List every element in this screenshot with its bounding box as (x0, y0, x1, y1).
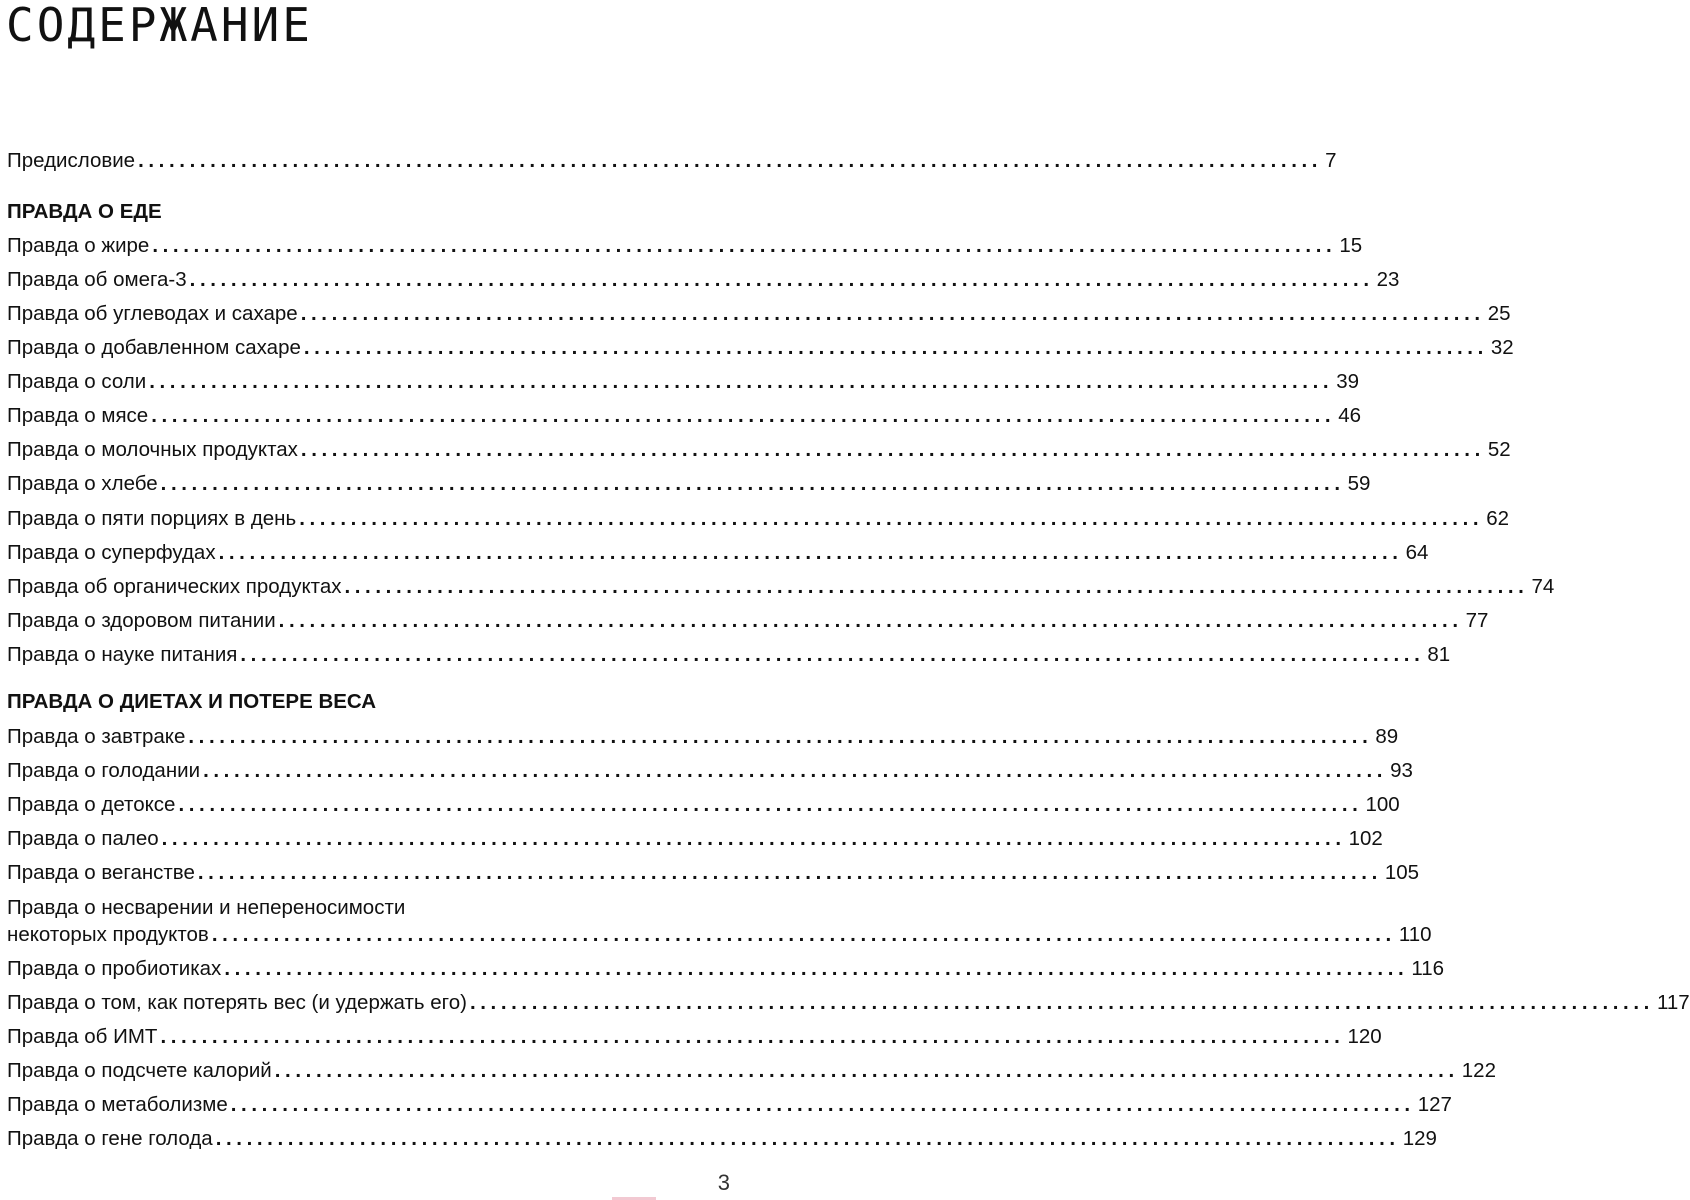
leader-dots: ................................................................................................................... (230, 1093, 1415, 1116)
toc-entry (7, 956, 1444, 982)
leader-dots: ................................................................................................................... (149, 370, 1334, 393)
toc-entry (7, 267, 1400, 293)
leader-dots: ................................................................................................................... (161, 827, 1346, 850)
toc-entry-page: 110 (1398, 923, 1432, 946)
toc-entry-page: 129 (1402, 1127, 1437, 1150)
page-number: 3 (717, 1170, 730, 1195)
toc-entry-page: 7 (1325, 149, 1337, 172)
toc-entry (7, 1058, 1496, 1084)
toc-entry-title: Правда о пробиотиках (7, 957, 222, 980)
toc-entry-page: 52 (1487, 438, 1511, 461)
toc-entry (7, 506, 1509, 532)
toc-entry (7, 1024, 1382, 1050)
toc-entry (7, 758, 1413, 784)
leader-dots: ................................................................................................................... (178, 793, 1363, 816)
section-heading: ПРАВДА О ЕДЕ (7, 200, 162, 223)
toc-entry (7, 301, 1511, 327)
toc-entry-title: Правда о добавленном сахаре (7, 336, 301, 359)
toc-entry-title: Правда о гене голода (7, 1127, 213, 1150)
toc-entry-page: 89 (1375, 725, 1399, 748)
toc-entry (7, 540, 1429, 566)
toc-entry-page: 105 (1384, 861, 1420, 884)
leader-dots: ................................................................................................................... (152, 234, 1337, 257)
leader-dots: ................................................................................................................... (189, 268, 1374, 291)
toc-entry-title: Правда о завтраке (7, 725, 186, 748)
toc-entry (7, 574, 1555, 600)
toc-entry (7, 990, 1690, 1016)
toc-entry-title: Правда об омега-3 (7, 268, 187, 291)
toc-entry (7, 403, 1362, 429)
toc-entry (7, 1092, 1452, 1118)
leader-dots: ................................................................................................................... (211, 923, 1396, 946)
toc-entry-page: 39 (1336, 370, 1360, 393)
toc-entry-page: 62 (1486, 507, 1509, 530)
toc-entry-title: Правда о здоровом питании (7, 609, 276, 632)
leader-dots: ................................................................................................................... (300, 438, 1485, 461)
leader-dots: ................................................................................................................... (188, 725, 1373, 748)
toc-entry (7, 471, 1371, 497)
leader-dots: ................................................................................................................... (215, 1127, 1400, 1150)
toc-entry-page: 120 (1347, 1025, 1382, 1048)
toc-entry-title: Правда о суперфудах (7, 541, 216, 564)
leader-dots: ................................................................................................................... (469, 991, 1654, 1014)
toc-entry-title: Правда о хлебе (7, 472, 158, 495)
toc-entry-title: Правда о детоксе (7, 793, 176, 816)
toc-entry (7, 1126, 1437, 1152)
toc-entry-page: 59 (1347, 472, 1371, 495)
toc-entry (7, 437, 1511, 463)
toc-entry-title: Правда о том, как потерять вес (и удержать его) (7, 991, 467, 1014)
toc-entry-page: 15 (1339, 234, 1363, 257)
toc-entry (7, 233, 1363, 259)
toc-entry-title-line1: Правда о несварении и непереносимости (7, 896, 406, 919)
toc-entry-page: 25 (1487, 302, 1511, 325)
toc-entry-page: 46 (1338, 404, 1362, 427)
leader-dots: ................................................................................................................... (151, 404, 1336, 427)
toc-entry-page: 127 (1417, 1093, 1452, 1116)
leader-dots: ................................................................................................................... (303, 336, 1488, 359)
section-heading: ПРАВДА О ДИЕТАХ И ПОТЕРЕ ВЕСА (7, 690, 377, 713)
toc-entry-title: Правда о науке питания (7, 643, 238, 666)
toc-entry-page: 64 (1405, 541, 1429, 564)
toc-entry-title: Правда о соли (7, 370, 147, 393)
toc-entry-title: Предисловие (7, 149, 136, 172)
toc-entry-title: Правда об органических продуктах (7, 575, 342, 598)
toc-entry-title: Правда о голодании (7, 759, 201, 782)
toc-entry (7, 792, 1400, 818)
leader-dots: ................................................................................................................... (218, 541, 1403, 564)
toc-entry-page: 102 (1348, 827, 1383, 850)
leader-dots: ................................................................................................................... (274, 1059, 1459, 1082)
toc-entry (7, 369, 1360, 395)
toc-entry-title: Правда об ИМТ (7, 1025, 158, 1048)
toc-entry-page: 122 (1461, 1059, 1496, 1082)
leader-dots: ................................................................................................................... (224, 957, 1409, 980)
leader-dots: ................................................................................................................... (278, 609, 1463, 632)
toc-entry (7, 922, 1432, 948)
toc-entry (7, 826, 1383, 852)
toc-entry (7, 608, 1489, 634)
toc-entry-page: 117 (1656, 991, 1690, 1014)
toc-entry-title: Правда о мясе (7, 404, 149, 427)
toc-entry-title: некоторых продуктов (7, 923, 209, 946)
toc-entry-title: Правда о молочных продуктах (7, 438, 298, 461)
leader-dots: ................................................................................................................... (299, 507, 1484, 530)
toc-entry-page: 74 (1531, 575, 1555, 598)
leader-dots: ................................................................................................................... (344, 575, 1529, 598)
toc-entry-title: Правда о подсчете калорий (7, 1059, 272, 1082)
toc-entry-title: Правда о жире (7, 234, 150, 257)
toc-entry-page: 93 (1390, 759, 1413, 782)
toc-entry-page: 77 (1465, 609, 1489, 632)
toc-entry (7, 642, 1451, 668)
leader-dots: ................................................................................................................... (300, 302, 1485, 325)
leader-dots: ................................................................................................................... (138, 149, 1323, 172)
toc-entry-page: 81 (1427, 643, 1451, 666)
page-title: СОДЕРЖАНИЕ (6, 0, 313, 52)
toc-entry (7, 335, 1514, 361)
leader-dots: ................................................................................................................... (240, 643, 1425, 666)
toc-entry-page: 116 (1411, 957, 1444, 980)
leader-dots: ................................................................................................................... (203, 759, 1388, 782)
leader-dots: ................................................................................................................... (160, 1025, 1345, 1048)
toc-entry-title: Правда о палео (7, 827, 159, 850)
toc-entry-title: Правда об углеводах и сахаре (7, 302, 298, 325)
toc-entry-title: Правда о метаболизме (7, 1093, 228, 1116)
toc-entry-page: 32 (1490, 336, 1514, 359)
leader-dots: ................................................................................................................... (160, 472, 1345, 495)
toc-entry-page: 100 (1365, 793, 1400, 816)
toc-entry (7, 860, 1420, 886)
leader-dots: ................................................................................................................... (197, 861, 1382, 884)
toc-entry (7, 724, 1399, 750)
toc-entry-title: Правда о веганстве (7, 861, 195, 884)
toc-entry-title: Правда о пяти порциях в день (7, 507, 297, 530)
toc-entry-page: 23 (1376, 268, 1400, 291)
toc-entry (7, 148, 1337, 174)
